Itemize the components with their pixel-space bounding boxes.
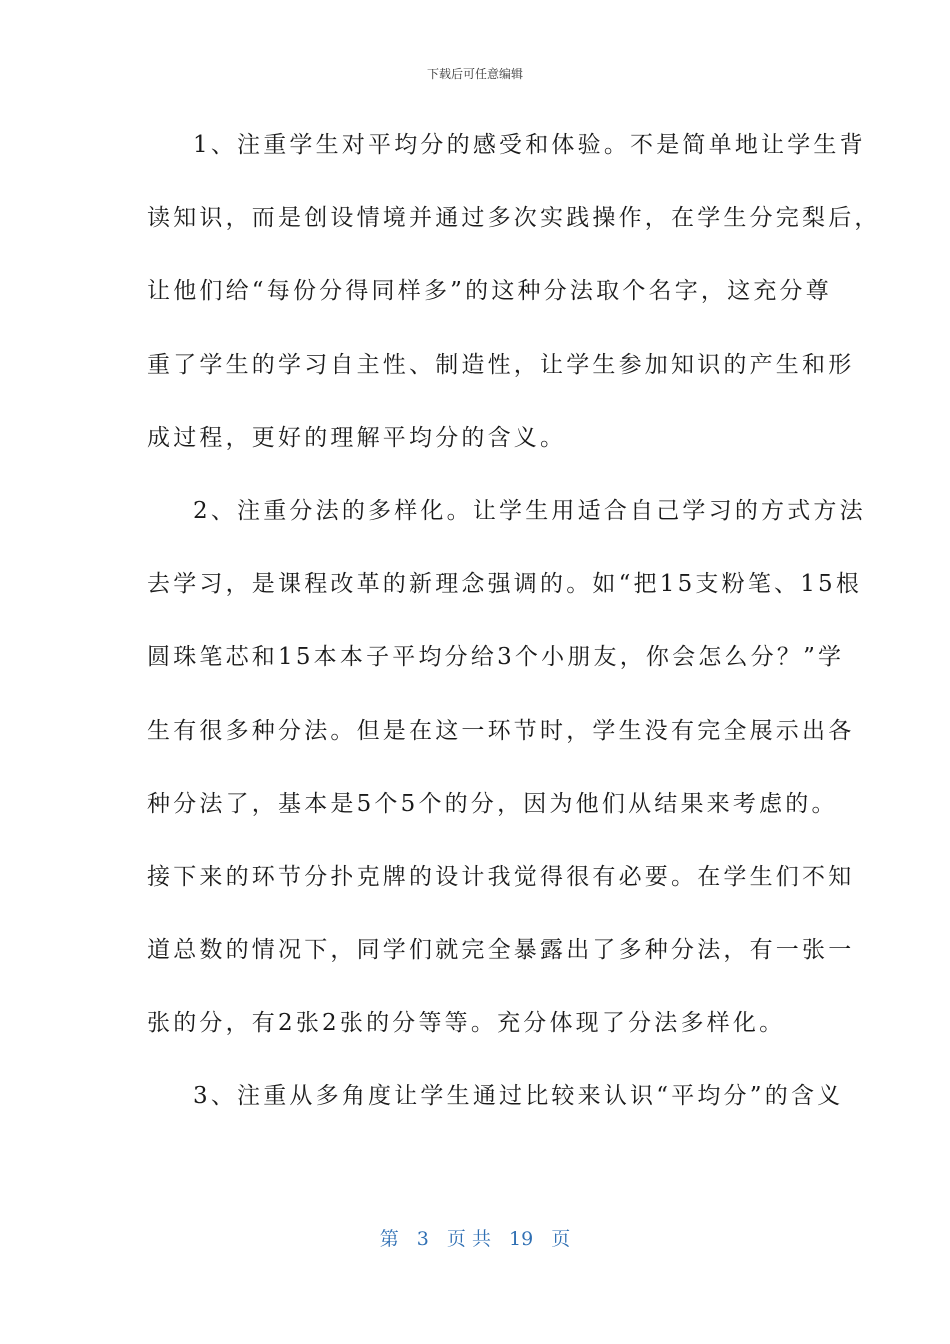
page-prefix: 第 (379, 1228, 399, 1250)
current-page-number: 3 (416, 1228, 429, 1250)
paragraph-1-line-4: 重了学生的学习自主性、制造性，让学生参加知识的产生和形 (147, 351, 855, 378)
page-footer (0, 1226, 950, 1252)
paragraph-1-line-3: 让他们给“每份分得同样多”的这种分法取个名字，这充分尊 (147, 278, 832, 305)
paragraph-2-line-4: 生有很多种分法。但是在这一环节时，学生没有完全展示出各 (147, 717, 855, 744)
paragraph-2-line-1: 2、注重分法的多样化。让学生用适合自己学习的方式方法 (193, 497, 866, 524)
paragraph-1-line-5: 成过程，更好的理解平均分的含义。 (147, 424, 567, 451)
document-body (147, 122, 881, 1147)
paragraph-1-line-1: 1、注重学生对平均分的感受和体验。不是简单地让学生背 (193, 132, 866, 158)
paragraph-2-line-8: 张的分，有2张2张的分等等。充分体现了分法多样化。 (147, 1010, 786, 1037)
paragraph-1-line-2: 读知识，而是创设情境并通过多次实践操作，在学生分完梨后， (147, 205, 881, 232)
paragraph-2-line-2: 去学习，是课程改革的新理念强调的。如“把15支粉笔、15根 (147, 571, 863, 598)
page-suffix: 页 (551, 1228, 571, 1250)
paragraph-2-line-7: 道总数的情况下，同学们就完全暴露出了多种分法，有一张一 (147, 937, 855, 964)
paragraph-2-line-6: 接下来的环节分扑克牌的设计我觉得很有必要。在学生们不知 (147, 863, 855, 890)
header-note: 下载后可任意编辑 (426, 67, 523, 81)
paragraph-2-line-3: 圆珠笔芯和15本本子平均分给3个小朋友，你会怎么分？”学 (147, 644, 845, 671)
paragraph-2-line-5: 种分法了，基本是5个5个的分，因为他们从结果来考虑的。 (147, 790, 838, 817)
page-mid: 页 共 (446, 1228, 491, 1250)
paragraph-3-line-1: 3、注重从多角度让学生通过比较来认识“平均分”的含义 (193, 1083, 844, 1110)
total-pages-number: 19 (509, 1228, 534, 1250)
